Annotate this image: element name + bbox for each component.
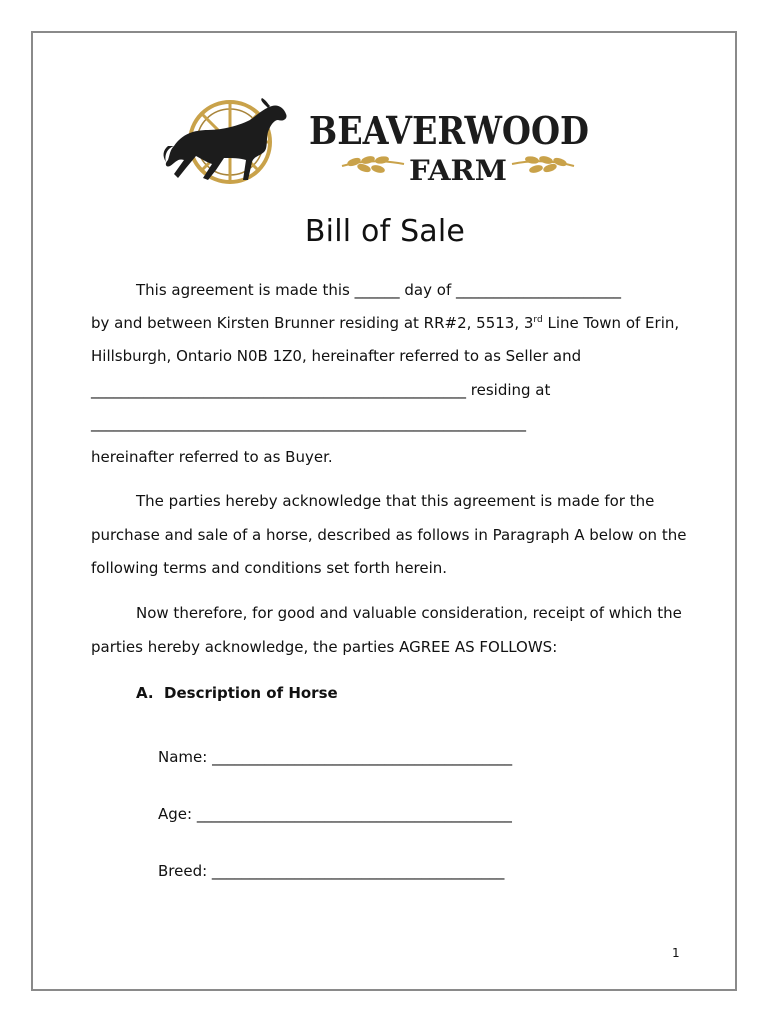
para2-line1: The parties hereby acknowledge that this agreement is made for the — [136, 492, 655, 510]
para1-line5: __________________________________________________________ — [91, 414, 526, 432]
wheat-flourish-left — [342, 156, 404, 173]
ordinal-suffix: rd — [533, 315, 543, 325]
horse-age-field: Age: __________________________________________ — [158, 805, 512, 823]
para1-line6: hereinafter referred to as Buyer. — [91, 448, 333, 466]
para3-line2: parties hereby acknowledge, the parties AGREE AS FOLLOWS: — [91, 638, 558, 656]
para1-line1: This agreement is made this ______ day of ______________________ — [136, 281, 621, 299]
horse-name-field: Name: ________________________________________ — [158, 748, 513, 766]
logo-word-beaverwood: BEAVERWOOD — [309, 108, 589, 153]
para1-line3: Hillsburgh, Ontario N0B 1Z0, hereinafter referred to as Seller and — [91, 347, 582, 365]
beaverwood-farm-logo — [164, 96, 594, 192]
para1-line2 — [91, 314, 679, 332]
para1-line2-text: by and between Kirsten Brunner residing at RR#2, 5513, 3 — [91, 314, 534, 332]
logo-word-farm: FARM — [409, 154, 507, 187]
para1-line4: __________________________________________________ residing at — [91, 381, 551, 399]
section-a-heading: A. Description of Horse — [136, 684, 338, 702]
para1-line2-text-end: Line Town of Erin, — [542, 314, 680, 332]
para3-line1: Now therefore, for good and valuable consideration, receipt of which the — [136, 604, 682, 622]
para2-line2: purchase and sale of a horse, described as follows in Paragraph A below on the — [91, 526, 687, 544]
page-number: 1 — [672, 946, 680, 960]
horse-breed-field: Breed: _______________________________________ — [158, 862, 505, 880]
document-title: Bill of Sale — [304, 214, 466, 249]
wheat-flourish-right — [512, 156, 574, 173]
para2-line3: following terms and conditions set forth herein. — [91, 559, 448, 577]
